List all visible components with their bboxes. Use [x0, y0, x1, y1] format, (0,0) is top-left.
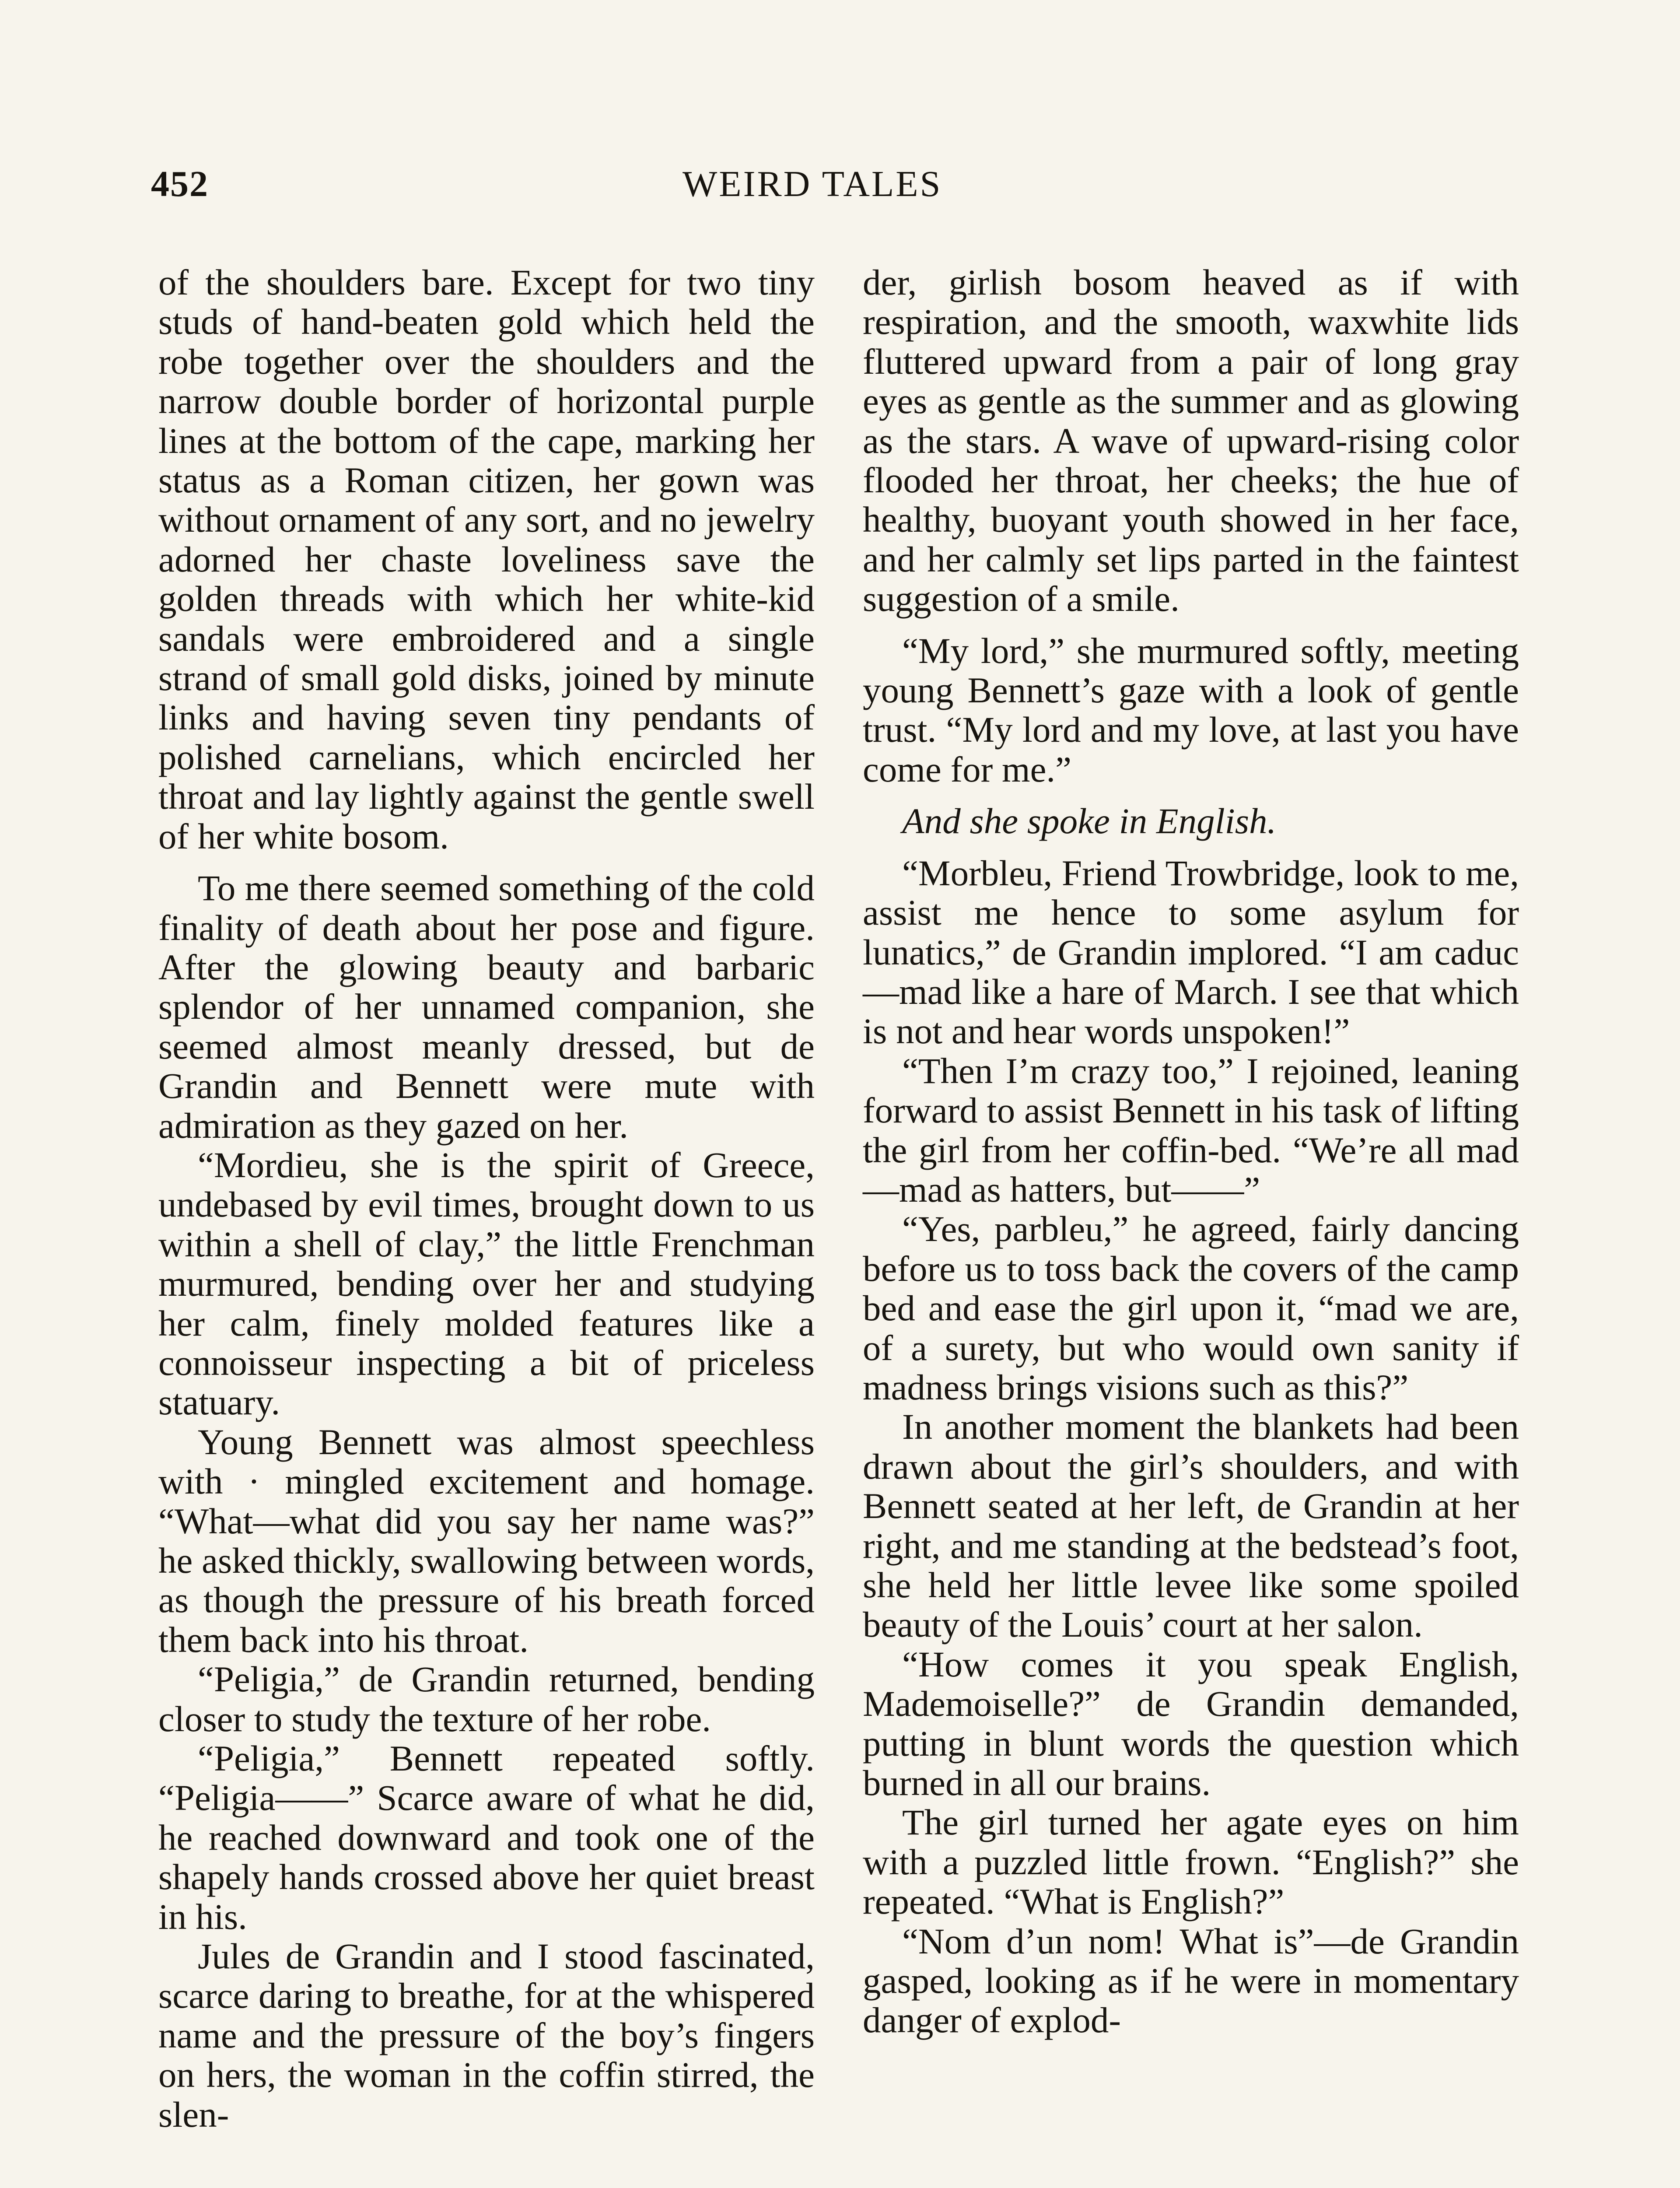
paragraph: “Nom d’un nom! What is”—de Grandin gasped, looking as if he were in momentary danger of explod- [863, 1921, 1519, 2041]
paragraph: “How comes it you speak English, Mademoiselle?” de Grandin demanded, putting in blunt words the question which burned in all our brains. [863, 1644, 1519, 1803]
paragraph: “Mordieu, she is the spirit of Greece, undebased by evil times, brought down to us within a shell of clay,” the little Frenchman murmured, bending over her and studying her calm, finely molded features like a connoisseur inspecting a bit of priceless statuary. [158, 1144, 815, 1423]
paragraph: “Morbleu, Friend Trowbridge, look to me, assist me hence to some asylum for lunatics,” de Grandin implored. “I am caduc—mad like a hare of March. I see that which is not and hear words unspoken!” [863, 852, 1519, 1052]
paragraph: The girl turned her agate eyes on him with a puzzled little frown. “English?” she repeated. “What is English?” [863, 1802, 1519, 1922]
paragraph: “My lord,” she murmured softly, meeting young Bennett’s gaze with a look of gentle trust. “My lord and my love, at last you have come for me.” [863, 630, 1519, 789]
paragraph: “Then I’m crazy too,” I rejoined, leaning forward to assist Bennett in his task of lifting the girl from her coffin-bed. “We’re all mad—mad as hatters, but——” [863, 1050, 1519, 1210]
paragraph: And she spoke in English. [902, 801, 1277, 842]
paragraph: der, girlish bosom heaved as if with respiration, and the smooth, waxwhite lids fluttered upward from a pair of long gray eyes as gentle as the summer and as glowing as the stars. A wave of upward-rising color flooded her throat, her cheeks; the hue of healthy, buoyant youth showed in her face, and her calmly set lips parted in the faintest suggestion of a smile. [863, 262, 1519, 619]
paragraph: of the shoulders bare. Except for two tiny studs of hand-beaten gold which held the robe together over the shoulders and the narrow double border of horizontal purple lines at the bottom of the cape, marking her status as a Roman citizen, her gown was without ornament of any sort, and no jewelry adorned her chaste loveliness save the golden threads with which her white-kid sandals were embroidered and a single strand of small gold disks, joined by minute links and having seven tiny pendants of polished carnelians, which encircled her throat and lay lightly against the gentle swell of her white bosom. [158, 262, 815, 856]
paragraph: “Peligia,” Bennett repeated softly. “Peligia——” Scarce aware of what he did, he reached downward and took one of the shapely hands crossed above her quiet breast in his. [158, 1738, 815, 1937]
right-column [863, 263, 1519, 2040]
paragraph: “Peligia,” de Grandin returned, bending closer to study the texture of her robe. [158, 1659, 815, 1739]
paragraph: In another moment the blankets had been drawn about the girl’s shoulders, and with Bennett seated at her left, de Grandin at her right, and me standing at the bedstead’s foot, she held her little levee like some spoiled beauty of the Louis’ court at her salon. [863, 1406, 1519, 1645]
left-column [158, 263, 815, 2134]
paragraph: To me there seemed something of the cold finality of death about her pose and figure. After the glowing beauty and barbaric splendor of her unnamed companion, she seemed almost meanly dressed, but de Grandin and Bennett were mute with admiration as they gazed on her. [158, 868, 815, 1146]
paragraph: Young Bennett was almost speechless with · mingled excitement and homage. “What—what did you say her name was?” he asked thickly, swallowing between words, as though the pressure of his breath forced them back into his throat. [158, 1421, 815, 1660]
paragraph: “Yes, parbleu,” he agreed, fairly dancing before us to toss back the covers of the camp bed and ease the girl upon it, “mad we are, of a surety, but who would own sanity if madness brings visions such as this?” [863, 1209, 1519, 1407]
paragraph: Jules de Grandin and I stood fascinated, scarce daring to breathe, for at the whispered name and the pressure of the boy’s fingers on hers, the woman in the coffin stirred, the slen- [158, 1936, 815, 2135]
running-head: WEIRD TALES [682, 164, 942, 204]
page-number: 452 [151, 164, 209, 204]
